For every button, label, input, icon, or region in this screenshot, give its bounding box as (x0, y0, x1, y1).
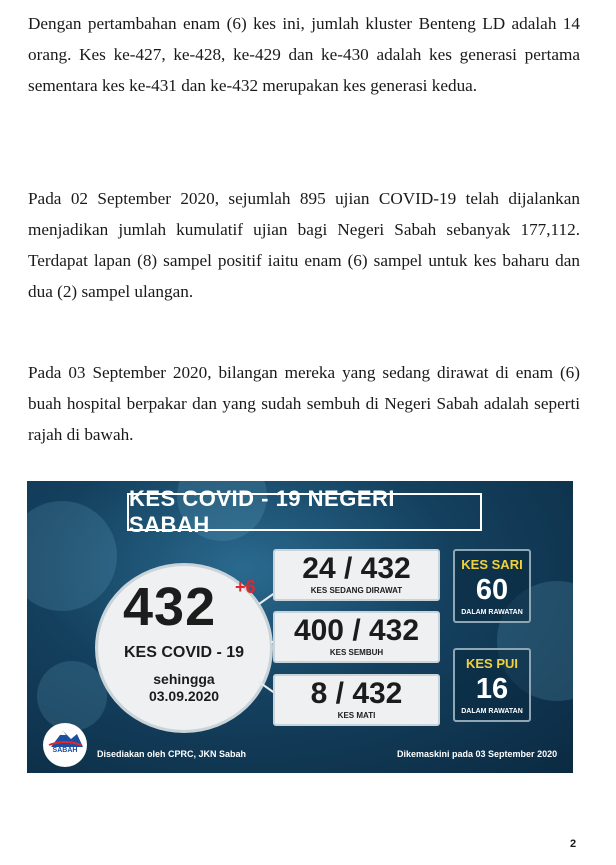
kes-pui-title: KES PUI (465, 656, 518, 671)
kes-sari-label: DALAM RAWATAN (461, 609, 523, 616)
stat-box-sembuh (273, 611, 440, 663)
total-cases-label: KES COVID - 19 (123, 644, 245, 661)
kes-sari-value: 60 (475, 574, 509, 606)
virus-decoration (37, 661, 107, 731)
stat-label: KES MATI (337, 711, 376, 720)
kes-pui-label: DALAM RAWATAN (461, 708, 523, 715)
stat-value: 400 / 432 (293, 614, 420, 647)
kes-sari-title: KES SARI (461, 557, 523, 572)
infographic-title-box (127, 486, 482, 537)
stat-value: 24 / 432 (302, 552, 411, 585)
stat-label: KES SEMBUH (329, 648, 384, 657)
covid-infographic (27, 481, 573, 773)
sabah-logo (43, 723, 87, 767)
as-of-date: 03.09.2020 (148, 688, 220, 704)
mountain-icon (43, 725, 87, 749)
kes-sari-box (453, 549, 531, 623)
paragraph-dirawat-sembuh: Pada 03 September 2020, bilangan mereka yang sedang dirawat di enam (6) buah hospital berpakar dan yang sudah sembuh di Negeri Sabah adalah seperti rajah di bawah. (28, 363, 580, 444)
total-cases-value: 432 (123, 577, 217, 637)
stat-box-dirawat (273, 549, 440, 601)
kes-pui-value: 16 (475, 673, 509, 705)
sehingga-label: sehingga (153, 671, 215, 687)
kes-pui-box (453, 648, 531, 722)
paragraph-ujian-covid: Pada 02 September 2020, sejumlah 895 ujian COVID-19 telah dijalankan menjadikan jumlah kumulatif ujian bagi Negeri Sabah sebanyak 177,112. Terdapat lapan (8) sampel positif iaitu enam (6) sampel untuk kes baharu dan dua (2) sampel ulangan. (28, 189, 580, 301)
stat-box-mati (273, 674, 440, 726)
page-number: 2 (570, 838, 577, 850)
logo-text: SABAH (52, 747, 78, 754)
stat-value: 8 / 432 (310, 677, 403, 710)
updated-text: Dikemaskini pada 03 September 2020 (397, 749, 558, 759)
virus-decoration (27, 501, 117, 611)
new-cases-delta: +6 (235, 577, 256, 597)
paragraph-kluster-benteng: Dengan pertambahan enam (6) kes ini, jumlah kluster Benteng LD adalah 14 orang. Kes ke-427, ke-428, ke-429 dan ke-430 adalah kes generasi pertama sementara kes ke-431 dan ke-432 merupakan kes generasi kedua. (28, 14, 580, 95)
stat-label: KES SEDANG DIRAWAT (310, 586, 403, 595)
credit-text: Disediakan oleh CPRC, JKN Sabah (97, 749, 247, 759)
infographic-title: KES COVID - 19 NEGERI SABAH (129, 486, 396, 537)
